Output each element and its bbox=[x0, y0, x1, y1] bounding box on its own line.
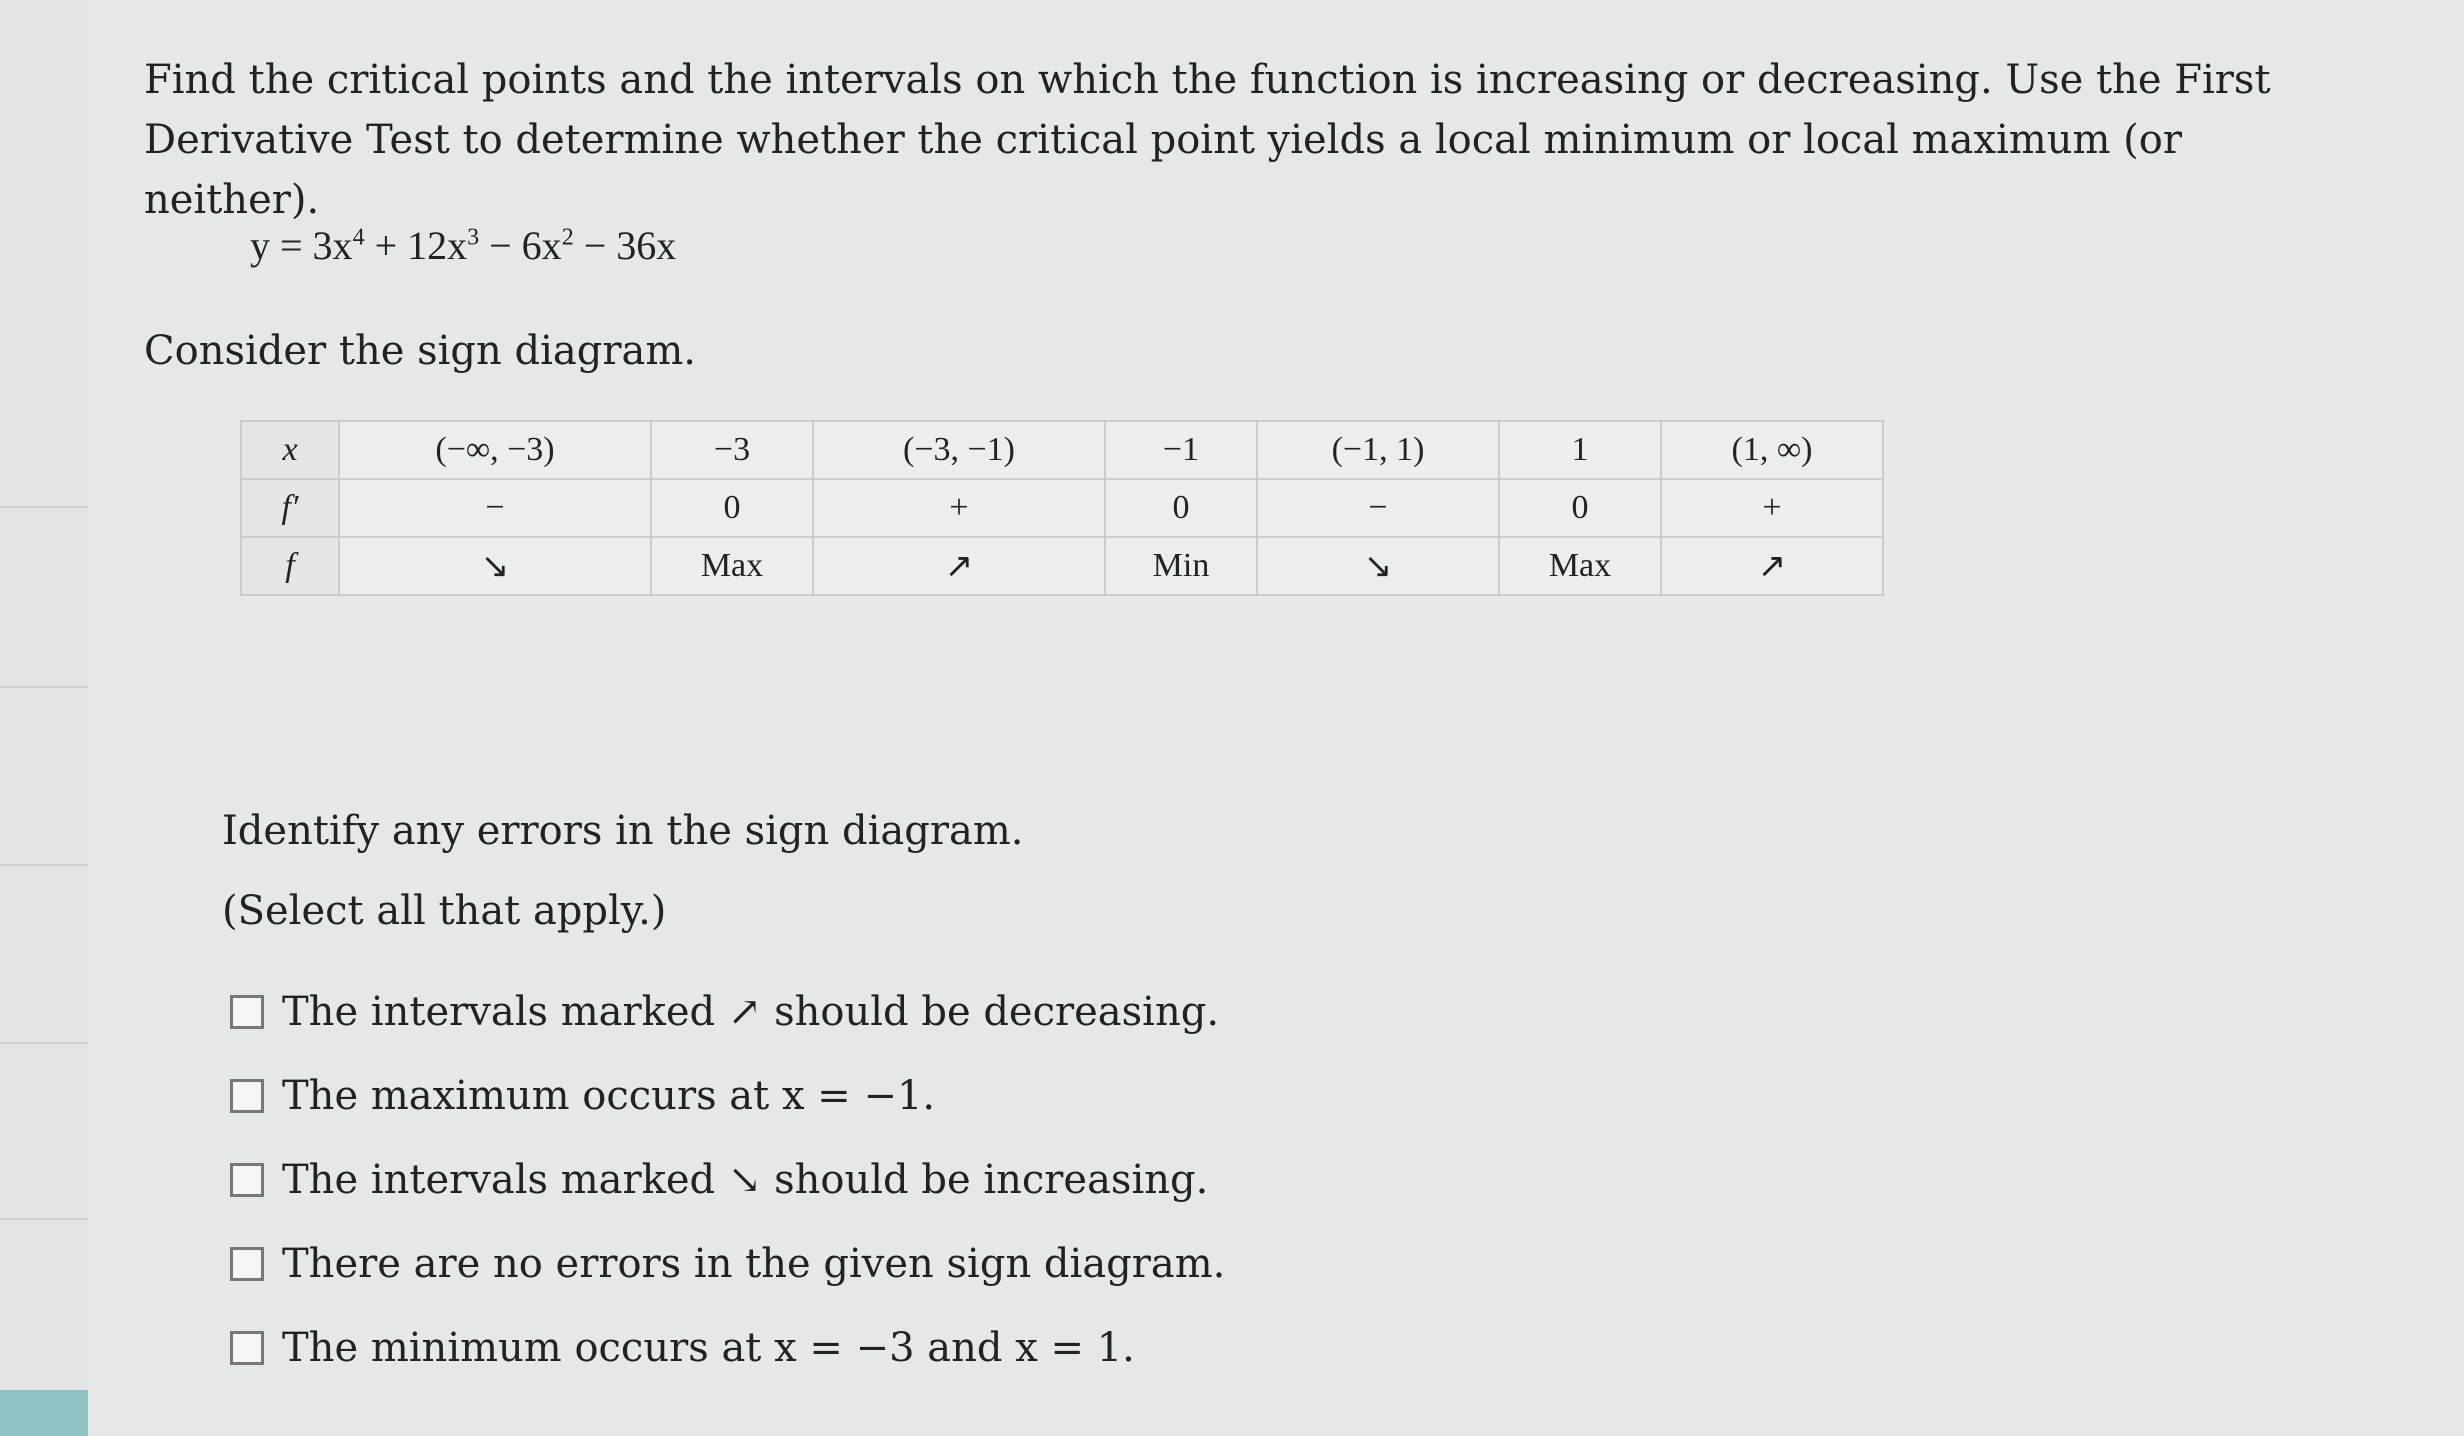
sidebar-divider bbox=[0, 1218, 88, 1220]
option-label: The minimum occurs at x = −3 and x = 1. bbox=[282, 1325, 1135, 1371]
table-row-fprime bbox=[241, 479, 1883, 537]
answer-option[interactable] bbox=[230, 1054, 1225, 1138]
table-cell: + bbox=[1661, 479, 1883, 537]
problem-prompt: Find the critical points and the intervals on which the function is increasing or decreasing. Use the First Derivative Test to determine whether the critical point yields a local minimum or local maximum (or neither). bbox=[144, 57, 2271, 223]
sidebar-divider bbox=[0, 1042, 88, 1044]
option-label: There are no errors in the given sign diagram. bbox=[282, 1241, 1226, 1287]
table-cell: 0 bbox=[1105, 479, 1257, 537]
sidebar-footer-accent bbox=[0, 1390, 88, 1436]
table-cell: −1 bbox=[1105, 421, 1257, 479]
checkbox[interactable] bbox=[230, 1163, 264, 1197]
checkbox[interactable] bbox=[230, 1331, 264, 1365]
checkbox[interactable] bbox=[230, 995, 264, 1029]
table-cell: + bbox=[813, 479, 1105, 537]
checkbox[interactable] bbox=[230, 1247, 264, 1281]
sidebar-divider bbox=[0, 864, 88, 866]
table-cell: (−1, 1) bbox=[1257, 421, 1499, 479]
table-cell: Min bbox=[1105, 537, 1257, 595]
table-cell: ↗ bbox=[813, 537, 1105, 595]
table-cell: ↘ bbox=[339, 537, 651, 595]
answer-option[interactable] bbox=[230, 1222, 1225, 1306]
table-row-x bbox=[241, 421, 1883, 479]
left-sidebar bbox=[0, 0, 89, 1436]
table-cell: −3 bbox=[651, 421, 813, 479]
option-label: The maximum occurs at x = −1. bbox=[282, 1073, 936, 1119]
checkbox[interactable] bbox=[230, 1079, 264, 1113]
sidebar-divider bbox=[0, 506, 88, 508]
table-cell: 1 bbox=[1499, 421, 1661, 479]
table-cell: (1, ∞) bbox=[1661, 421, 1883, 479]
table-row-f bbox=[241, 537, 1883, 595]
table-cell: ↘ bbox=[1257, 537, 1499, 595]
table-cell: 0 bbox=[651, 479, 813, 537]
sidebar-divider bbox=[0, 686, 88, 688]
table-cell: 0 bbox=[1499, 479, 1661, 537]
select-all-hint: (Select all that apply.) bbox=[222, 888, 667, 934]
question-text: Identify any errors in the sign diagram. bbox=[222, 808, 1024, 854]
answer-option[interactable] bbox=[230, 1306, 1225, 1390]
answer-choices bbox=[230, 970, 1225, 1390]
question-panel bbox=[88, 0, 2464, 1436]
row-label-fprime: f′ bbox=[241, 479, 339, 537]
table-cell: ↗ bbox=[1661, 537, 1883, 595]
table-cell: (−∞, −3) bbox=[339, 421, 651, 479]
row-label-x: x bbox=[241, 421, 339, 479]
option-label: The intervals marked ↘ should be increasing. bbox=[282, 1157, 1209, 1203]
function-equation: $y = 3x^4 + 12x^3 - 6x^2 - 36x$ bbox=[250, 223, 677, 268]
answer-option[interactable] bbox=[230, 970, 1225, 1054]
table-cell: − bbox=[1257, 479, 1499, 537]
table-cell: Max bbox=[651, 537, 813, 595]
consider-text: Consider the sign diagram. bbox=[144, 328, 696, 374]
option-label: The intervals marked ↗ should be decreasing. bbox=[282, 989, 1220, 1035]
answer-option[interactable] bbox=[230, 1138, 1225, 1222]
row-label-f: f bbox=[241, 537, 339, 595]
table-cell: − bbox=[339, 479, 651, 537]
table-cell: (−3, −1) bbox=[813, 421, 1105, 479]
sign-diagram-table bbox=[240, 420, 1884, 596]
table-cell: Max bbox=[1499, 537, 1661, 595]
